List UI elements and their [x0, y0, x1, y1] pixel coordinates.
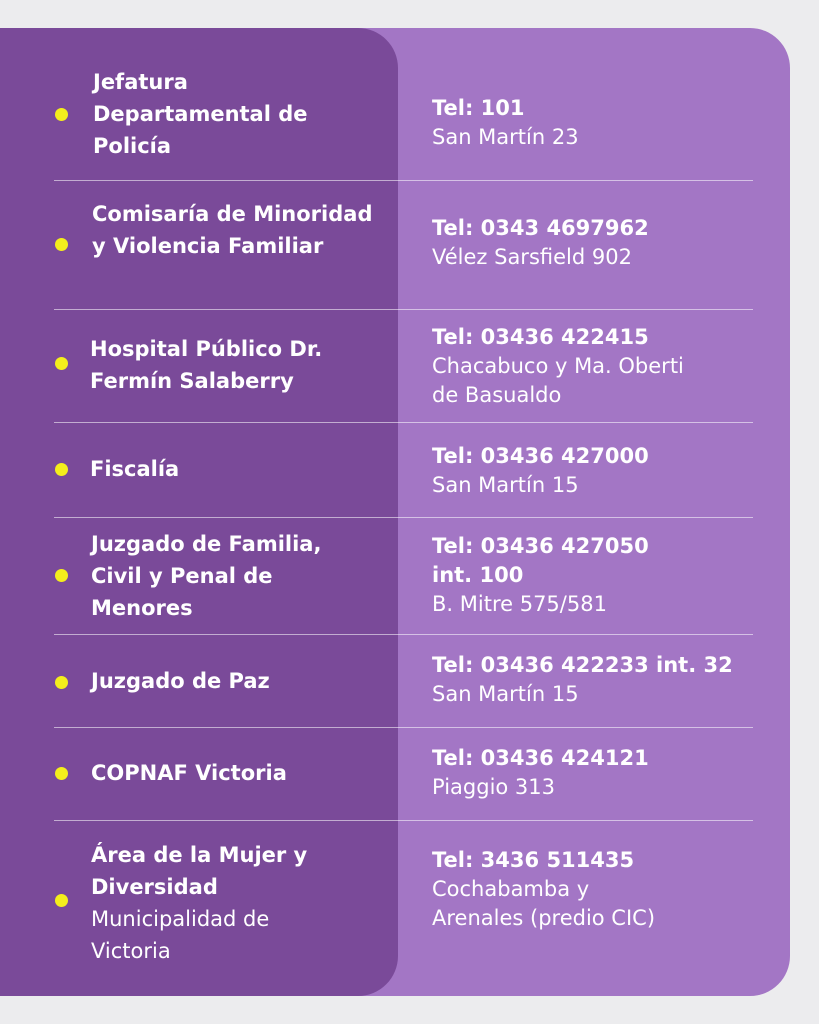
row-divider [54, 727, 753, 728]
row-divider [54, 517, 753, 518]
entry-tel: Tel: 03436 422415 [432, 325, 649, 349]
entry-address: Vélez Sarsfield 902 [432, 245, 632, 269]
entry-tel: Tel: 03436 424121 [432, 746, 649, 770]
entry-address: Piaggio 313 [432, 775, 556, 799]
entry-address: San Martín 15 [432, 473, 579, 497]
bullet-dot [55, 357, 68, 370]
bullet-dot [55, 894, 68, 907]
entry-address: Chacabuco y Ma. Oberti de Basualdo [432, 354, 684, 407]
entry-tel: Tel: 0343 4697962 [432, 216, 649, 240]
bullet-dot [55, 767, 68, 780]
entry-name-comisaria: Comisaría de Minoridad y Violencia Familiar [92, 202, 373, 258]
entry-info-policia [432, 94, 772, 152]
entry-address: B. Mitre 575/581 [432, 592, 607, 616]
entry-name-hospital: Hospital Público Dr. Fermín Salaberry [90, 337, 323, 393]
bullet-dot [55, 676, 68, 689]
bullet-dot [55, 238, 68, 251]
entry-address: San Martín 23 [432, 125, 579, 149]
bullet-dot [55, 108, 68, 121]
entry-tel: Tel: 03436 422233 int. 32 [432, 653, 733, 677]
entry-info-fiscalia [432, 442, 772, 500]
entry-name-area-mujer [91, 839, 321, 967]
entry-tel: Tel: 03436 427000 [432, 444, 649, 468]
entry-info-juzgado-familia [432, 532, 772, 619]
row-divider [54, 422, 753, 423]
entry-name-juzgado-familia: Juzgado de Familia, Civil y Penal de Menores [91, 532, 322, 620]
entry-info-area-mujer [432, 846, 772, 933]
entry-info-juzgado-paz [432, 651, 772, 709]
row-divider [54, 180, 753, 181]
entry-name-main: Área de la Mujer y Diversidad [91, 843, 308, 899]
row-divider [54, 634, 753, 635]
entry-name-copnaf: COPNAF Victoria [91, 761, 287, 785]
bullet-dot [55, 569, 68, 582]
entry-address: Cochabamba y Arenales (predio CIC) [432, 877, 656, 930]
entry-info-copnaf [432, 744, 772, 802]
entry-name-fiscalia: Fiscalía [90, 457, 180, 481]
row-divider [54, 309, 753, 310]
entry-tel: Tel: 03436 427050 int. 100 [432, 534, 649, 587]
row-divider [54, 820, 753, 821]
entry-tel: Tel: 101 [432, 96, 525, 120]
bullet-dot [55, 463, 68, 476]
entry-name-sub: Municipalidad de Victoria [91, 907, 270, 963]
entry-address: San Martín 15 [432, 682, 579, 706]
entry-name-policia: Jefatura Departamental de Policía [93, 70, 308, 158]
contacts-card [0, 28, 790, 996]
entry-info-comisaria [432, 214, 772, 272]
entry-tel: Tel: 3436 511435 [432, 848, 635, 872]
entry-info-hospital [432, 323, 772, 410]
entry-name-juzgado-paz: Juzgado de Paz [91, 669, 270, 693]
